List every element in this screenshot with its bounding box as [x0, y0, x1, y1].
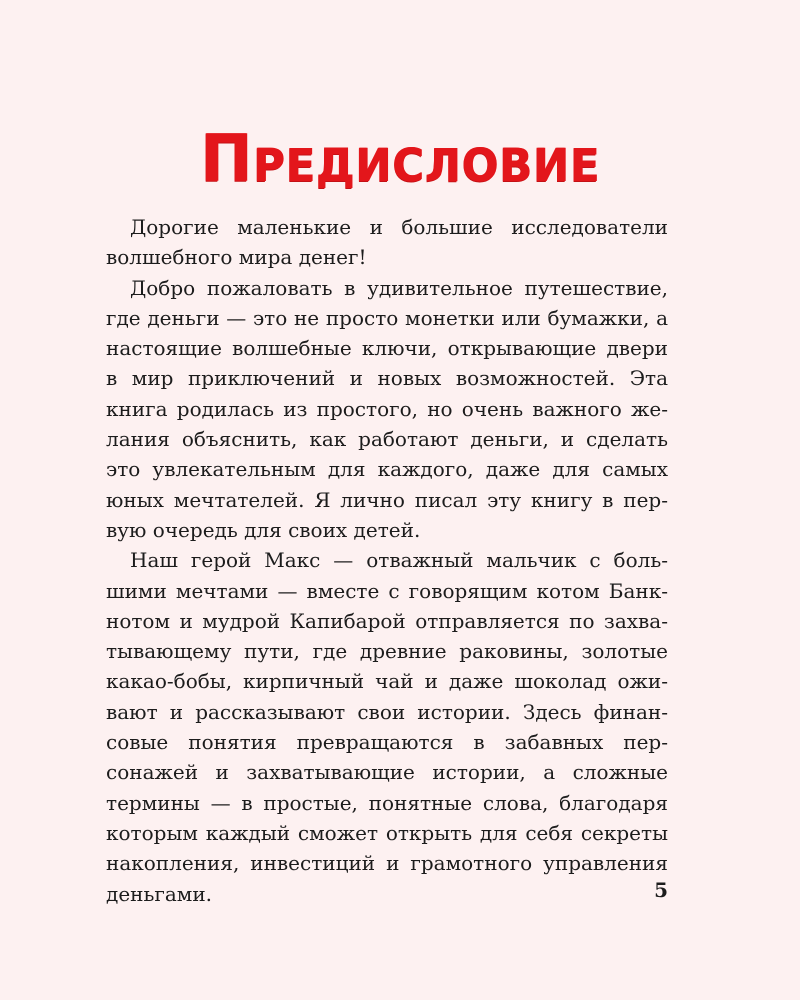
paragraph-greeting: Дорогие маленькие и большие исследователи волшебного мира денег! [106, 215, 668, 270]
paragraph-hero: Наш герой Макс — отважный мальчик с большими мечтами — вместе с говорящим котом Банкнотом и мудрой Капибарой отправляется по захватывающему пути, где древние раковины, золотые какао-бобы, кирпичный чай и даже шоколад оживают и рассказывают свои истории. Здесь финансовые понятия превращаются в забавных персонажей и захватывающие истории, а сложные термины — в простые, понятные слова, благодаря которым каждый сможет открыть для себя секреты накопления, инвестиций и грамотного управления деньгами. [106, 548, 668, 906]
body-text [106, 212, 668, 909]
chapter-title: Предисловие [199, 120, 601, 197]
page-number: 5 [654, 878, 668, 902]
paragraph-welcome: Добро пожаловать в удивительное путешествие, где деньги — это не просто монетки или бумажки, а настоящие волшебные ключи, открывающие двери в мир приключений и новых возможностей. Эта книга родилась из простого, но очень важного желания объяснить, как работают деньги, и сделать это увлекательным для каждого, даже для самых юных мечтателей. Я лично писал эту книгу в первую очередь для своих детей. [106, 275, 668, 542]
